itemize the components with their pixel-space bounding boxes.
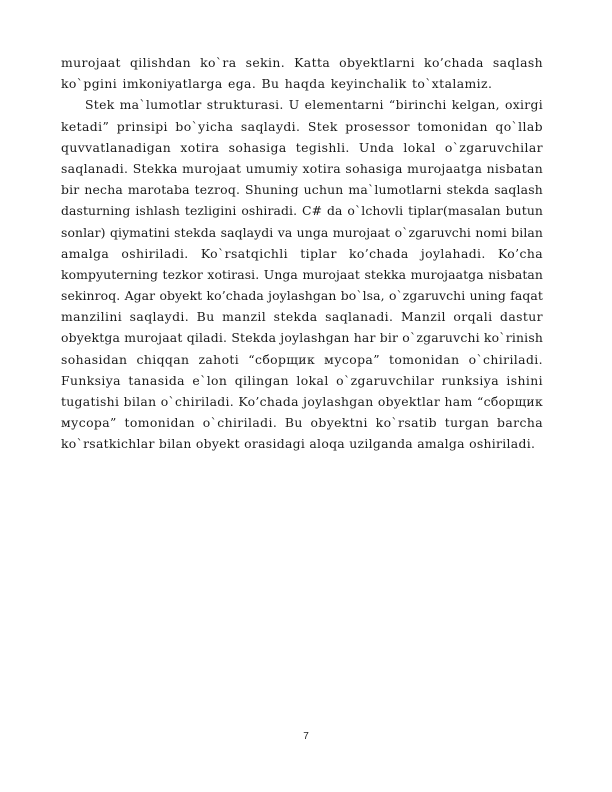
text-line: bir necha marotaba tezroq. Shuning uchun ma`lumotlarni stekda saqlash [61, 182, 543, 198]
text-line: murojaat qilishdan ko`ra sekin. Katta obyektlarni ko’chada saqlash [61, 55, 543, 70]
text-line: sohasidan chiqqan zahoti “сборщик мусора” tomonidan o`chiriladi. [61, 351, 543, 367]
text-line: kompyuterning tezkor xotirasi. Unga murojaat stekka murojaatga nisbatan [61, 266, 543, 282]
body-text [61, 52, 543, 455]
text-line: quvvatlanadigan xotira sohasiga tegishli. Unda lokal o`zgaruvchilar [61, 139, 543, 155]
text-line: amalga oshiriladi. Ko`rsatqichli tiplar ko’chada joylahadi. Ko’cha [61, 245, 543, 261]
text-line: ko`rsatkichlar bilan obyekt orasidagi aloqa uzilganda amalga oshiriladi. [61, 436, 536, 452]
page-number: 7 [303, 731, 309, 742]
text-line: saqlanadi. Stekka murojaat umumiy xotira sohasiga murojaatga nisbatan [61, 160, 543, 176]
paragraph-first-line: Stek ma`lumotlar strukturasi. U elementarni “birinchi kelgan, oxirgi [85, 97, 543, 113]
text-line: dasturning ishlash tezligini oshiradi. C# da o`lchovli tiplar(masalan butun [61, 203, 543, 219]
text-line: sonlar) qiymatini stekda saqlaydi va unga murojaat o`zgaruvchi nomi bilan [61, 224, 543, 240]
text-line: Funksiya tanasida e`lon qilingan lokal o`zgaruvchilar runksiya ishini [61, 372, 543, 388]
text-line: sekinroq. Agar obyekt ko’chada joylashgan bo`lsa, o`zgaruvchi uning faqat [61, 288, 543, 304]
text-line: manzilini saqlaydi. Bu manzil stekda saqlanadi. Manzil orqali dastur [61, 309, 543, 325]
text-line: ketadi” prinsipi bo`yicha saqlaydi. Stek prosessor tomonidan qo`llab [61, 118, 543, 134]
text-line: ko`pgini imkoniyatlarga ega. Bu haqda keyinchalik to`xtalamiz. [61, 76, 493, 92]
text-line: мусора” tomonidan o`chiriladi. Bu obyektni ko`rsatib turgan barcha [61, 415, 543, 431]
text-line: tugatishi bilan o`chiriladi. Ko’chada joylashgan obyektlar ham “сборщик [61, 394, 543, 409]
text-line: obyektga murojaat qiladi. Stekda joylashgan har bir o`zgaruvchi ko`rinish [61, 330, 544, 346]
